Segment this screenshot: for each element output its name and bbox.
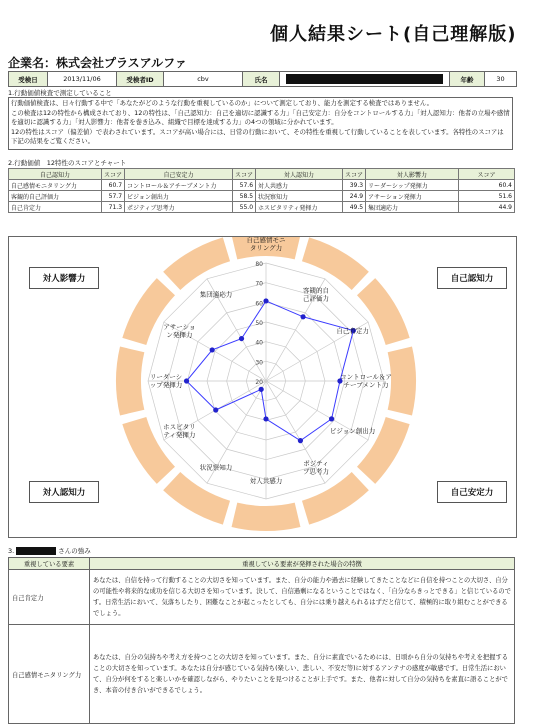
trait-name: ホスピタリティ発揮力: [256, 202, 343, 213]
band-segment: [163, 237, 230, 290]
trait-score: 51.6: [459, 191, 515, 202]
trait-name: コントロール＆アチーブメント力: [125, 180, 233, 191]
quadrant-label-bottom-right: 自己安定力: [437, 481, 507, 503]
category-label: ポジティブ思考力: [303, 459, 329, 476]
score-table: [8, 168, 515, 213]
trait-name: リーダーシップ発揮力: [366, 180, 459, 191]
category-label: 対人共感力: [249, 477, 283, 485]
trait-name: 対人共感力: [256, 180, 343, 191]
trait-name: 集団適応力: [366, 202, 459, 213]
band-segment: [232, 503, 301, 531]
exam-date-value: 2013/11/06: [48, 72, 117, 86]
category-label: リーダーシップ発揮力: [149, 373, 183, 389]
strength-key: 自己感情モニタリング力: [9, 625, 90, 724]
header-cell: 重視している要素が発揮された場合の特徴: [90, 558, 515, 570]
strength-key: 自己肯定力: [9, 570, 90, 625]
examinee-id-value: cbv: [164, 72, 243, 86]
category-label: ホスピタリティ発揮力: [163, 423, 196, 439]
band-segment: [388, 347, 416, 416]
examinee-id-label: 受検者ID: [117, 72, 164, 86]
page-title: 個人結果シート(自己理解版): [270, 24, 517, 45]
strength-table: [8, 557, 515, 724]
category-label: 集団適応力: [199, 290, 233, 299]
data-series-line: [187, 301, 354, 441]
table-row: [9, 570, 515, 625]
band-segment: [357, 278, 410, 345]
axis-tick-label: 30: [255, 359, 263, 367]
trait-name: 自己感情モニタリング力: [9, 180, 102, 191]
trait-score: 39.3: [343, 180, 366, 191]
age-label: 年齢: [450, 72, 485, 86]
axis-tick-label: 60: [255, 300, 263, 308]
header-cell: 自己認知力: [9, 169, 102, 180]
table-row: [9, 180, 515, 191]
category-label: 自己感情モニタリング力: [246, 237, 286, 252]
trait-score: 24.9: [343, 191, 366, 202]
header-cell: スコア: [459, 169, 515, 180]
data-point: [213, 407, 218, 412]
age-value: 30: [496, 75, 505, 83]
data-point: [239, 336, 244, 341]
trait-score: 44.9: [459, 202, 515, 213]
trait-score: 60.7: [102, 180, 125, 191]
section3-title: [8, 546, 91, 555]
axis-tick-label: 40: [255, 339, 263, 347]
trait-name: ポジティブ思考力: [125, 202, 233, 213]
trait-name: ビジョン創出力: [125, 191, 233, 202]
trait-score: 57.7: [102, 191, 125, 202]
header-cell: 重視している要素: [9, 558, 90, 570]
person-name-redacted: [16, 547, 56, 555]
section1-description: [8, 97, 513, 150]
band-segment: [116, 347, 144, 416]
section3-number: 3.: [8, 546, 15, 555]
trait-score: 55.0: [233, 202, 256, 213]
strength-description: あなたは、自信を持って行動することの大切さを知っています。また、自分の能力や過去に経験してきたことなどに自信を持つことの大切さ、自分の可能性や将来的な成功を信じる大切さを知っています。決して、自信過剰になるということではなく、「自分ならきっとできる」と信じているのです。日常生活において、気落ちしたり、困難なことが起こったとしても、自分には乗り越えられるはずだと信じて、積極的に取り組むことができるでしょう。: [90, 570, 515, 625]
category-label: ビジョン創出力: [329, 427, 376, 435]
category-label: アサーション発揮力: [163, 323, 196, 339]
category-label: 状況察知力: [199, 463, 233, 472]
header-cell: 対人認知力: [256, 169, 343, 180]
data-point: [210, 347, 215, 352]
axis-tick-label: 80: [255, 261, 263, 268]
strength-description: あなたは、自分の気持ちや考え方を持つことの大切さを知っています。また、自分に素直でいるためには、日頃から自分の気持ちや考えを把握することの大切さを知っています。あなたは自分が感じている気持ち(楽しい、悲しい、不安だ等)に対するアンテナの感度が敏感です。日常生活において、自分が何をすると楽しいかを確認しながら、やりたいことを見つけることが上手です。また、他者に対して自分の気持ちを素直に語ることができ、本音の付き合いができるでしょう。: [90, 625, 515, 724]
section3-title-suffix: さんの強み: [58, 547, 91, 555]
section2-title: 2.行動価値 12特性のスコアとチャート: [8, 159, 127, 167]
header-cell: スコア: [343, 169, 366, 180]
header-cell: 自己安定力: [125, 169, 233, 180]
strength-table-header: [9, 558, 515, 570]
trait-score: 57.6: [233, 180, 256, 191]
header-cell: スコア: [233, 169, 256, 180]
radar-chart-panel: [8, 236, 517, 538]
data-point: [259, 387, 264, 392]
quadrant-label-bottom-left: 対人認知力: [29, 481, 99, 503]
company-name: 企業名：株式会社プラスアルファ: [8, 56, 187, 70]
axis-tick-label: 70: [255, 280, 263, 288]
axis-tick-label: 20: [255, 379, 263, 386]
trait-score: 58.5: [233, 191, 256, 202]
axis-tick-label: 50: [255, 320, 263, 327]
examinee-info-bar: [8, 71, 517, 87]
score-table-header: [9, 169, 515, 180]
data-point: [263, 416, 268, 421]
trait-name: 客観的自己評価力: [9, 191, 102, 202]
data-point: [184, 378, 189, 383]
name-value-redacted: [280, 72, 450, 86]
data-point: [300, 314, 305, 319]
quadrant-label-top-right: 自己認知力: [437, 267, 507, 289]
category-label: 客観的自己評価力: [303, 286, 329, 303]
band-segment: [163, 472, 230, 525]
trait-name: 状況察知力: [256, 191, 343, 202]
trait-score: 60.4: [459, 180, 515, 191]
table-row: [9, 191, 515, 202]
data-point: [263, 298, 268, 303]
name-label: 氏名: [243, 72, 280, 86]
table-row: [9, 625, 515, 724]
trait-name: 自己肯定力: [9, 202, 102, 213]
category-label: 自己肯定力: [336, 327, 369, 335]
header-cell: スコア: [102, 169, 125, 180]
trait-name: アサーション発揮力: [366, 191, 459, 202]
trait-score: 49.5: [343, 202, 366, 213]
section1-title: 1.行動価値検査で測定していること: [8, 89, 112, 97]
trait-score: 71.3: [102, 202, 125, 213]
category-label: コントロール＆アチーブメント力: [340, 373, 392, 389]
band-segment: [302, 237, 369, 290]
table-row: [9, 202, 515, 213]
exam-date-label: 受検日: [9, 72, 48, 86]
section1-line: 12の特性はスコア（偏差値）で表わされています。スコアが高い場合には、日常の行動において、その特性を重視して行動していることを表しています。各特性のスコアは下記の結果をご覧ください。: [11, 127, 504, 146]
data-point: [298, 438, 303, 443]
header-cell: 対人影響力: [366, 169, 459, 180]
section1-line: この検査は12の特性から構成されており、12の特性は、「自己認知力：自己を適切に認識する力」「自己安定力：自分をコントロールする力」「対人認知力：他者の立場や感情を適切に認識する力」「対人影響力：他者を巻き込み、組織で目標を達成する力」の4つの領域に分かれています。: [11, 108, 510, 127]
band-segment: [302, 472, 369, 525]
quadrant-label-top-left: 対人影響力: [29, 267, 99, 289]
section1-line: 行動価値検査は、日々行動する中で「あなたがどのような行動を重視しているのか」について測定しており、能力を測定する検査ではありません。: [11, 99, 434, 107]
data-point: [329, 416, 334, 421]
